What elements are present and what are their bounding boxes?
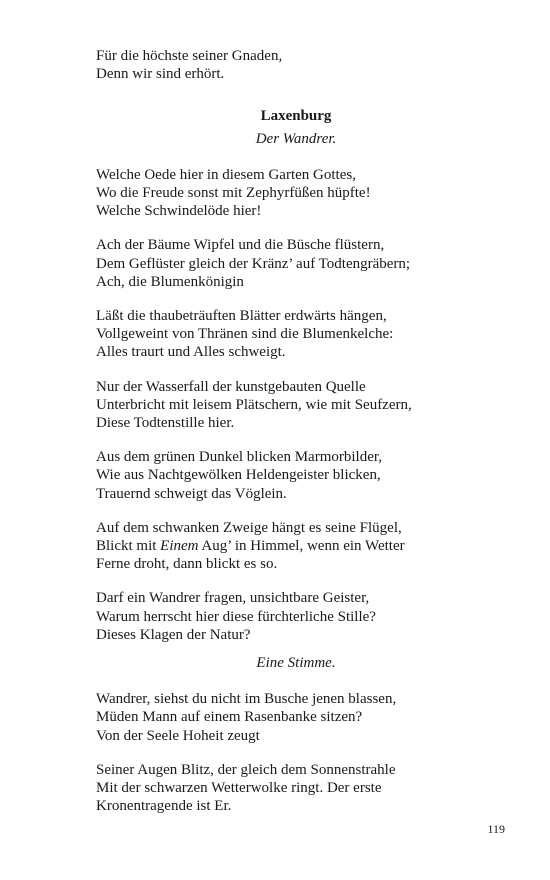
verse-line: Vollgeweint von Thränen sind die Blumenkelche: — [96, 326, 394, 343]
page-number: 119 — [487, 822, 505, 836]
verse-line: Läßt die thaubeträuften Blätter erdwärts hängen, — [96, 308, 387, 325]
verse-line: Welche Oede hier in diesem Garten Gottes, — [96, 166, 356, 183]
stanza — [96, 761, 456, 816]
verse-fragment: Aug’ in Himmel, wenn ein Wetter — [198, 538, 405, 555]
stanza — [96, 236, 456, 291]
stanza — [96, 307, 456, 362]
verse-fragment: Blickt mit — [96, 538, 161, 555]
verse-line: Wandrer, siehst du nicht im Busche jenen blassen, — [96, 691, 397, 708]
verse-line: Mit der schwarzen Wetterwolke ringt. Der erste — [96, 780, 382, 797]
verse-line: Diese Todtenstille hier. — [96, 415, 235, 432]
poem-title: Laxenburg — [260, 108, 332, 125]
speaker-heading: Eine Stimme. — [256, 655, 336, 672]
verse-line: Von der Seele Hoheit zeugt — [96, 727, 260, 744]
verse-line: Ach der Bäume Wipfel und die Büsche flüstern, — [96, 237, 385, 254]
verse-line — [96, 537, 456, 555]
verse-line: Dieses Klagen der Natur? — [96, 626, 251, 643]
speaker-heading: Der Wandrer. — [255, 130, 337, 147]
stanza — [96, 378, 456, 433]
verse-line: Seiner Augen Blitz, der gleich dem Sonnenstrahle — [96, 761, 396, 778]
verse-line: Warum herrscht hier diese fürchterliche Stille? — [96, 608, 376, 625]
verse-line: Ach, die Blumenkönigin — [96, 273, 244, 290]
verse-line: Dem Geflüster gleich der Kränz’ auf Todtengräbern; — [96, 255, 411, 272]
emphasized-word: Einem — [160, 538, 199, 555]
verse-line: Auf dem schwanken Zweige hängt es seine Flügel, — [96, 519, 402, 536]
verse-line: Für die höchste seiner Gnaden, — [96, 48, 283, 64]
stanza — [96, 448, 456, 503]
verse-line: Alles traurt und Alles schweigt. — [96, 344, 286, 361]
stanza — [96, 519, 456, 574]
verse-line: Nur der Wasserfall der kunstgebauten Quelle — [96, 378, 366, 395]
poem-text — [96, 47, 456, 832]
verse-line: Trauernd schweigt das Vöglein. — [96, 485, 287, 502]
stanza — [96, 166, 456, 221]
verse-line: Kronentragende ist Er. — [96, 798, 232, 815]
verse-line: Welche Schwindelöde hier! — [96, 203, 262, 220]
stanza — [96, 690, 456, 745]
verse-line: Denn wir sind erhört. — [96, 66, 225, 83]
opening-stanza — [96, 47, 456, 83]
verse-line: Aus dem grünen Dunkel blicken Marmorbilder, — [96, 449, 382, 466]
verse-line: Unterbricht mit leisem Plätschern, wie mit Seufzern, — [96, 396, 412, 413]
verse-line: Wie aus Nachtgewölken Heldengeister blicken, — [96, 467, 381, 484]
verse-line: Ferne droht, dann blickt es so. — [96, 556, 278, 573]
verse-line: Wo die Freude sonst mit Zephyrfüßen hüpfte! — [96, 185, 371, 202]
verse-line: Müden Mann auf einem Rasenbanke sitzen? — [96, 709, 363, 726]
stanza — [96, 589, 456, 644]
verse-line: Darf ein Wandrer fragen, unsichtbare Geister, — [96, 590, 370, 607]
